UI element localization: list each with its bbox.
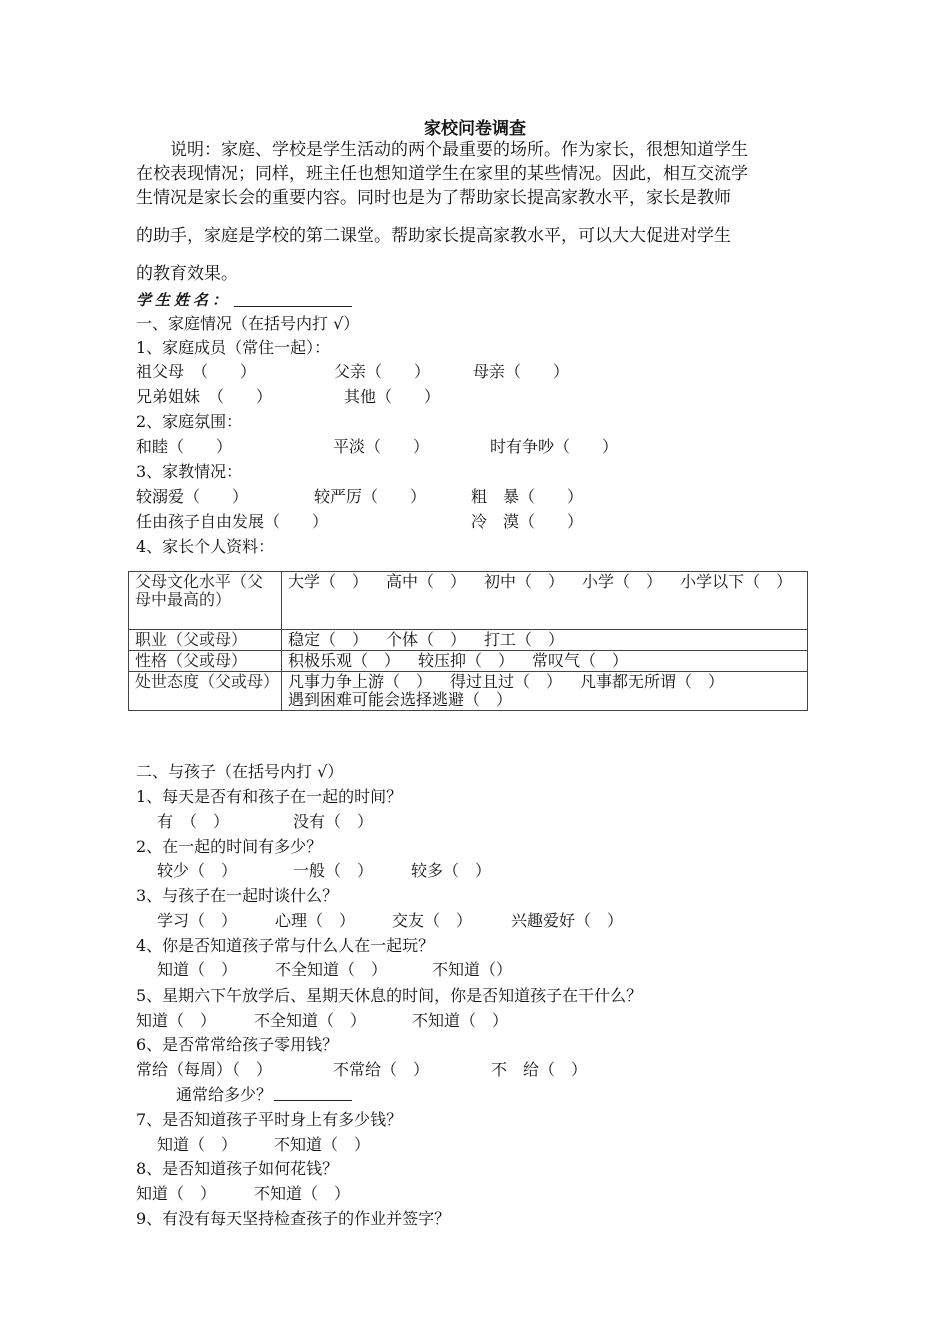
option[interactable]: 学习（ ） bbox=[157, 911, 238, 930]
row-options bbox=[282, 651, 808, 672]
option[interactable]: 常叹气（ ） bbox=[532, 651, 629, 670]
student-name-field[interactable] bbox=[234, 306, 352, 307]
option[interactable]: 有 （ ） bbox=[157, 812, 230, 831]
option[interactable]: 不知道（ ） bbox=[274, 1135, 371, 1154]
option[interactable]: 稳定（ ） bbox=[288, 630, 369, 649]
option[interactable]: 凡事都无所谓（ ） bbox=[580, 672, 725, 691]
row-options bbox=[282, 572, 808, 630]
option[interactable]: 任由孩子自由发展（ ） bbox=[136, 512, 329, 531]
intro-line: 的教育效果。 bbox=[136, 264, 238, 284]
option[interactable]: 兴趣爱好（ ） bbox=[511, 911, 624, 930]
option[interactable]: 兄弟姐妹 （ ） bbox=[136, 387, 273, 406]
row-label: 父母文化水平（父母中最高的） bbox=[129, 572, 282, 630]
allowance-amount-row bbox=[176, 1084, 272, 1106]
option[interactable]: 小学以下（ ） bbox=[680, 572, 793, 591]
option[interactable]: 不知道（ ） bbox=[412, 1011, 509, 1030]
question-2-4: 4、你是否知道孩子常与什么人在一起玩？ bbox=[136, 936, 435, 955]
row-label: 性格（父或母） bbox=[129, 651, 282, 672]
option[interactable]: 母亲（ ） bbox=[473, 362, 570, 381]
question-2-3: 3、与孩子在一起时谈什么？ bbox=[136, 886, 339, 905]
intro-line: 生情况是家长会的重要内容。同时也是为了帮助家长提高家教水平，家长是教师 bbox=[136, 188, 731, 208]
option[interactable]: 心理（ ） bbox=[275, 911, 356, 930]
option[interactable]: 常给（每周）（ ） bbox=[136, 1060, 273, 1079]
allowance-amount-field[interactable] bbox=[274, 1084, 352, 1101]
intro-line: 说明：家庭、学校是学生活动的两个最重要的场所。作为家长，很想知道学生 bbox=[170, 140, 748, 160]
option[interactable]: 高中（ ） bbox=[386, 572, 467, 591]
question-2-2: 2、在一起的时间有多少？ bbox=[136, 837, 323, 856]
question-1-2: 2、家庭氛围： bbox=[136, 412, 243, 431]
option[interactable]: 父亲（ ） bbox=[334, 362, 431, 381]
intro-line: 在校表现情况；同样，班主任也想知道学生在家里的某些情况。因此，相互交流学 bbox=[136, 164, 748, 184]
table-row bbox=[129, 572, 808, 630]
option[interactable]: 个体（ ） bbox=[386, 630, 467, 649]
question-1-3: 3、家教情况： bbox=[136, 462, 243, 481]
option[interactable]: 较严厉（ ） bbox=[314, 487, 427, 506]
option[interactable]: 知道（ ） bbox=[136, 1184, 217, 1203]
intro-line: 的助手，家庭是学校的第二课堂。帮助家长提高家教水平，可以大大促进对学生 bbox=[136, 226, 731, 246]
allowance-amount-label: 通常给多少？ bbox=[176, 1085, 273, 1104]
question-2-8: 8、是否知道孩子如何花钱？ bbox=[136, 1159, 339, 1178]
option[interactable]: 交友（ ） bbox=[392, 911, 473, 930]
option[interactable]: 不知道（） bbox=[432, 960, 513, 979]
option[interactable]: 知道（ ） bbox=[157, 1135, 238, 1154]
option[interactable]: 冷 漠（ ） bbox=[471, 512, 584, 531]
row-options bbox=[282, 630, 808, 651]
table-row bbox=[129, 651, 808, 672]
intro-paragraph bbox=[136, 138, 816, 286]
option[interactable]: 打工（ ） bbox=[484, 630, 565, 649]
row-label: 处世态度（父或母） bbox=[129, 672, 282, 711]
option[interactable]: 得过且过（ ） bbox=[450, 672, 563, 691]
student-name-label: 学生姓名： bbox=[136, 291, 232, 309]
row-options bbox=[282, 672, 808, 711]
question-2-1: 1、每天是否有和孩子在一起的时间？ bbox=[136, 787, 403, 806]
row-label: 职业（父或母） bbox=[129, 630, 282, 651]
question-2-7: 7、是否知道孩子平时身上有多少钱？ bbox=[136, 1110, 403, 1129]
option[interactable]: 知道（ ） bbox=[157, 960, 238, 979]
question-1-4: 4、家长个人资料： bbox=[136, 537, 275, 556]
option[interactable]: 不全知道（ ） bbox=[254, 1011, 367, 1030]
table-row bbox=[129, 672, 808, 711]
parent-info-table bbox=[128, 571, 808, 711]
option[interactable]: 大学（ ） bbox=[288, 572, 369, 591]
option[interactable]: 其他（ ） bbox=[344, 387, 441, 406]
option[interactable]: 和睦（ ） bbox=[136, 437, 233, 456]
option[interactable]: 较少（ ） bbox=[157, 861, 238, 880]
option[interactable]: 知道（ ） bbox=[136, 1011, 217, 1030]
option[interactable]: 祖父母 （ ） bbox=[136, 362, 257, 381]
question-2-9: 9、有没有每天坚持检查孩子的作业并签字？ bbox=[136, 1209, 451, 1228]
document-title: 家校问卷调查 bbox=[424, 119, 526, 139]
question-1-1: 1、家庭成员（常住一起）： bbox=[136, 338, 331, 357]
option[interactable]: 粗 暴（ ） bbox=[471, 487, 584, 506]
option[interactable]: 时有争吵（ ） bbox=[490, 437, 619, 456]
option[interactable]: 凡事力争上游（ ） bbox=[288, 672, 433, 691]
option[interactable]: 遇到困难可能会选择逃避（ ） bbox=[288, 690, 513, 709]
option[interactable]: 不 给（ ） bbox=[491, 1060, 588, 1079]
section2-heading: 二、与孩子（在括号内打 √） bbox=[136, 762, 344, 781]
option[interactable]: 没有（ ） bbox=[293, 812, 374, 831]
table-row bbox=[129, 630, 808, 651]
section1-heading: 一、家庭情况（在括号内打 √） bbox=[136, 314, 360, 333]
option[interactable]: 平淡（ ） bbox=[333, 437, 430, 456]
option[interactable]: 初中（ ） bbox=[484, 572, 565, 591]
option[interactable]: 较多（ ） bbox=[411, 861, 492, 880]
option[interactable]: 较压抑（ ） bbox=[418, 651, 515, 670]
question-2-6: 6、是否常常给孩子零用钱？ bbox=[136, 1035, 339, 1054]
question-2-5: 5、星期六下午放学后、星期天休息的时间，你是否知道孩子在干什么？ bbox=[136, 986, 643, 1005]
option[interactable]: 不全知道（ ） bbox=[275, 960, 388, 979]
option[interactable]: 积极乐观（ ） bbox=[288, 651, 401, 670]
option[interactable]: 较溺爱（ ） bbox=[136, 487, 249, 506]
option[interactable]: 小学（ ） bbox=[582, 572, 663, 591]
option[interactable]: 不常给（ ） bbox=[333, 1060, 430, 1079]
option[interactable]: 一般（ ） bbox=[293, 861, 374, 880]
option[interactable]: 不知道（ ） bbox=[254, 1184, 351, 1203]
